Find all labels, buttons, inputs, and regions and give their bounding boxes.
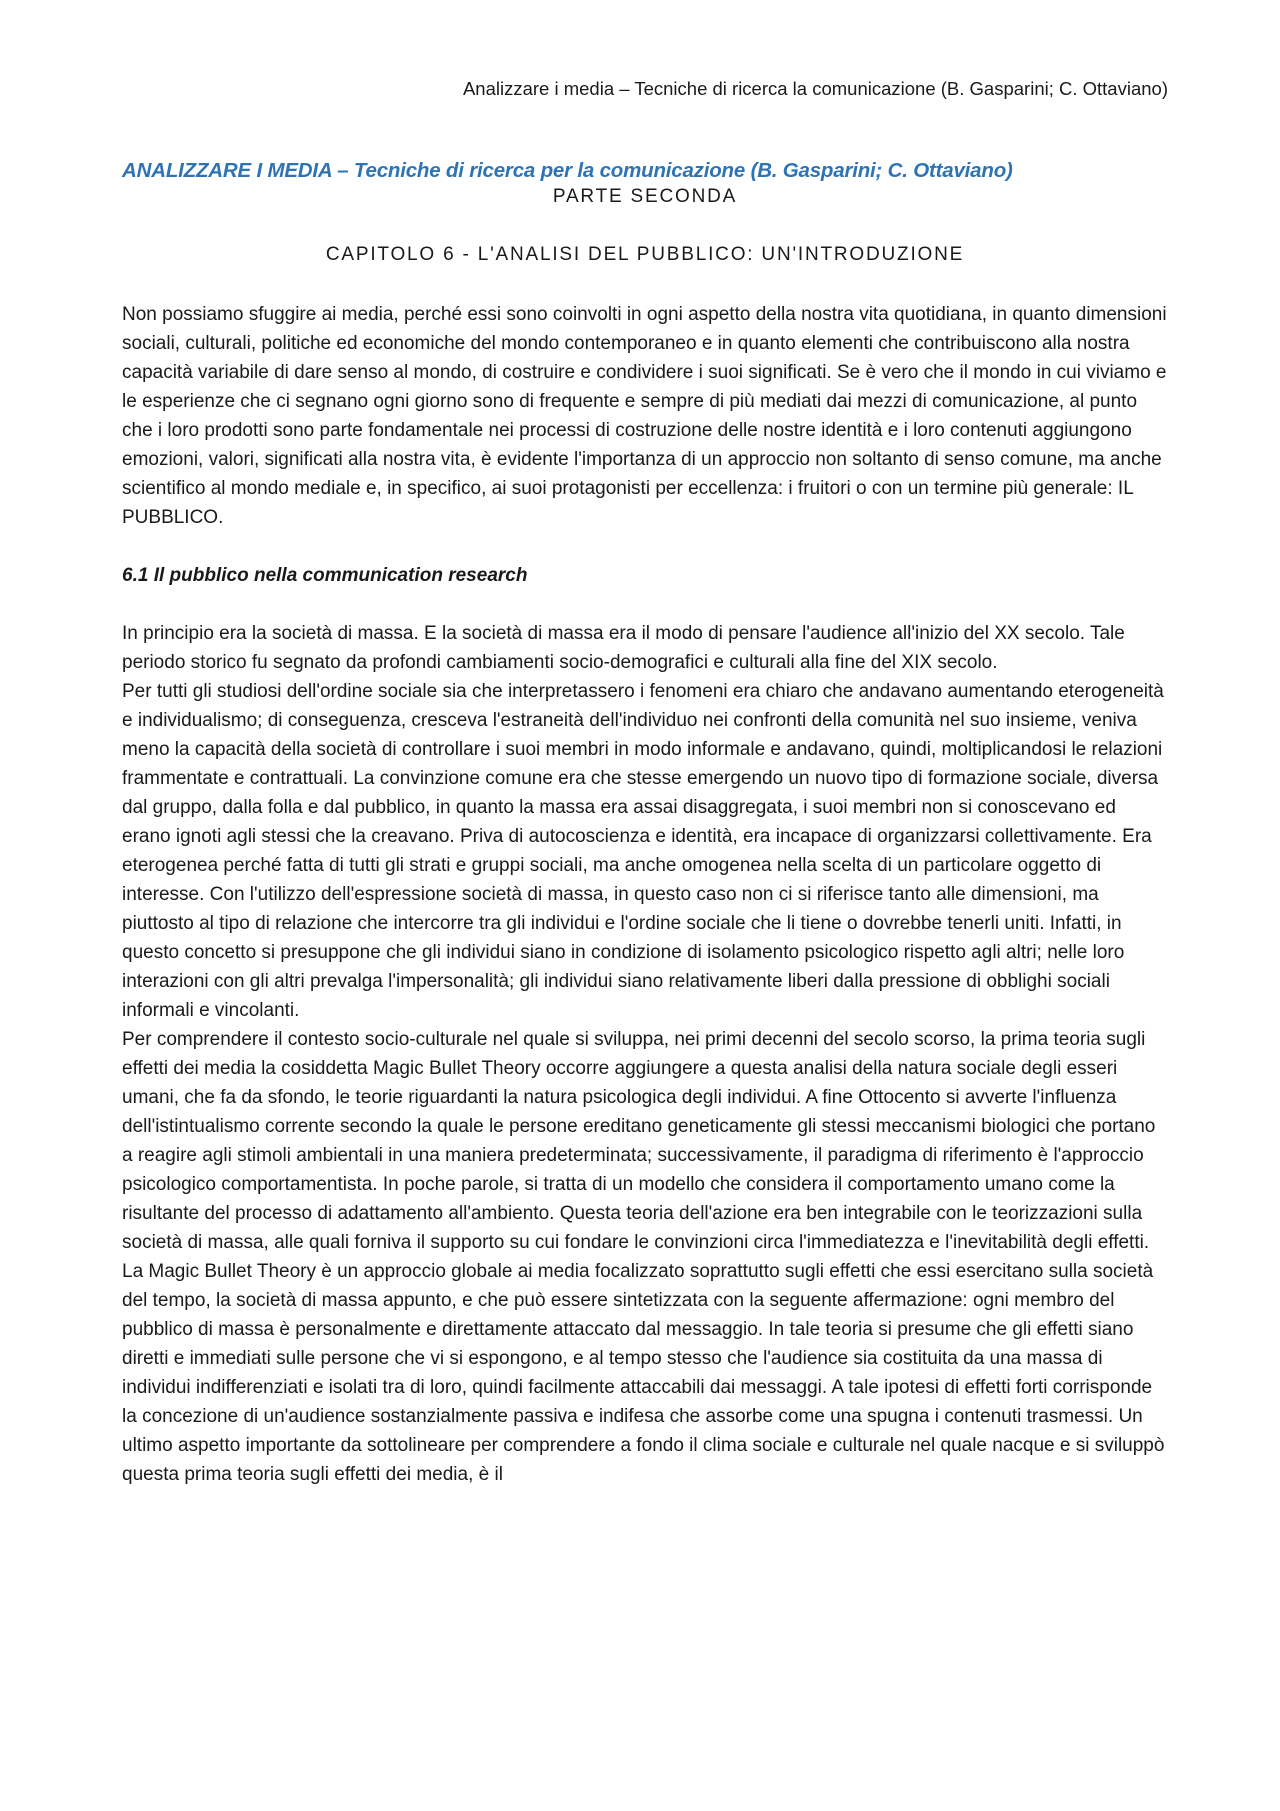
chapter-heading: CAPITOLO 6 - L'ANALISI DEL PUBBLICO: UN'INTRODUZIONE: [325, 244, 965, 265]
section-heading: 6.1 Il pubblico nella communication research: [122, 565, 528, 586]
section-paragraph-2: Per tutti gli studiosi dell'ordine sociale sia che interpretassero i fenomeni era chiaro che andavano aumentando eterogeneità e individualismo; di conseguenza, cresceva l'estraneità dell'individuo nei confronti della comunità nel suo insieme, veniva meno la capacità della società di controllare i suoi membri in modo informale e andavano, quindi, moltiplicandosi le relazioni frammentate e contrattuali. La convinzione comune era che stesse emergendo un nuovo tipo di formazione sociale, diversa dal gruppo, dalla folla e dal pubblico, in quanto la massa era assai disaggregata, i suoi membri non si conoscevano ed erano ignoti agli stessi che la creavano. Priva di autocoscienza e identità, era incapace di organizzarsi collettivamente. Era eterogenea perché fatta di tutti gli strati e gruppi sociali, ma anche omogenea nella scelta di un particolare oggetto di interesse. Con l'utilizzo dell'espressione società di massa, in questo caso non ci si riferisce tanto alle dimensioni, ma piuttosto al tipo di relazione che intercorre tra gli individui e l'ordine sociale che li tiene o dovrebbe tenerli uniti. Infatti, in questo concetto si presuppone che gli individui siano in condizione di isolamento psicologico rispetto agli altri; nelle loro interazioni con gli altri prevalga l'impersonalità; gli individui siano relativamente liberi dalla pressione di obblighi sociali informali e vincolanti.: [122, 681, 1164, 1021]
document-title: ANALIZZARE I MEDIA – Tecniche di ricerca per la comunicazione (B. Gasparini; C. Ottaviano): [122, 159, 1013, 182]
section-body: [122, 619, 1168, 1489]
page-content: [122, 158, 1168, 1489]
running-header: Analizzare i media – Tecniche di ricerca la comunicazione (B. Gasparini; C. Ottaviano): [462, 78, 1168, 99]
part-heading: PARTE SECONDA: [552, 186, 738, 207]
section-paragraph-3: Per comprendere il contesto socio-culturale nel quale si sviluppa, nei primi decenni del secolo scorso, la prima teoria sugli effetti dei media la cosiddetta Magic Bullet Theory occorre aggiungere a questa analisi della natura sociale degli esseri umani, che fa da sfondo, le teorie riguardanti la natura psicologica degli individui. A fine Ottocento si avverte l'influenza dell'istintualismo corrente secondo la quale le persone ereditano geneticamente gli stessi meccanismi biologici che portano a reagire agli stimoli ambientali in una maniera predeterminata; successivamente, il paradigma di riferimento è l'approccio psicologico comportamentista. In poche parole, si tratta di un modello che considera il comportamento umano come la risultante del processo di adattamento all'ambiento. Questa teoria dell'azione era ben integrabile con le teorizzazioni sulla società di massa, alle quali forniva il supporto su cui fondare le convinzioni circa l'immediatezza e l'inevitabilità degli effetti. La Magic Bullet Theory è un approccio globale ai media focalizzato soprattutto sugli effetti che essi esercitano sulla società del tempo, la società di massa appunto, e che può essere sintetizzata con la seguente affermazione: ogni membro del pubblico di massa è personalmente e direttamente attaccato dal messaggio. In tale teoria si presume che gli effetti siano diretti e immediati sulle persone che vi si espongono, e al tempo stesso che l'audience sia costituita da una massa di individui indifferenziati e isolati tra di loro, quindi facilmente attaccabili dai messaggi. A tale ipotesi di effetti forti corrisponde la concezione di un'audience sostanzialmente passiva e indifesa che assorbe come una spugna i contenuti trasmessi. Un ultimo aspetto importante da sottolineare per comprendere a fondo il clima sociale e culturale nel quale nacque e si sviluppò questa prima teoria sugli effetti dei media, è il: [122, 1029, 1165, 1485]
section-paragraph-1: In principio era la società di massa. E la società di massa era il modo di pensare l'audience all'inizio del XX secolo. Tale periodo storico fu segnato da profondi cambiamenti socio-demografici e culturali alla fine del XIX secolo.: [122, 623, 1125, 673]
intro-paragraph: Non possiamo sfuggire ai media, perché essi sono coinvolti in ogni aspetto della nostra vita quotidiana, in quanto dimensioni sociali, culturali, politiche ed economiche del mondo contemporaneo e in quanto elementi che contribuiscono alla nostra capacità variabile di dare senso al mondo, di costruire e condividere i suoi significati. Se è vero che il mondo in cui viviamo e le esperienze che ci segnano ogni giorno sono di frequente e sempre di più mediati dai mezzi di comunicazione, al punto che i loro prodotti sono parte fondamentale nei processi di costruzione delle nostre identità e i loro contenuti aggiungono emozioni, valori, significati alla nostra vita, è evidente l'importanza di un approccio non soltanto di senso comune, ma anche scientifico al mondo mediale e, in specifico, ai suoi protagonisti per eccellenza: i fruitori o con un termine più generale: IL PUBBLICO.: [122, 304, 1167, 528]
